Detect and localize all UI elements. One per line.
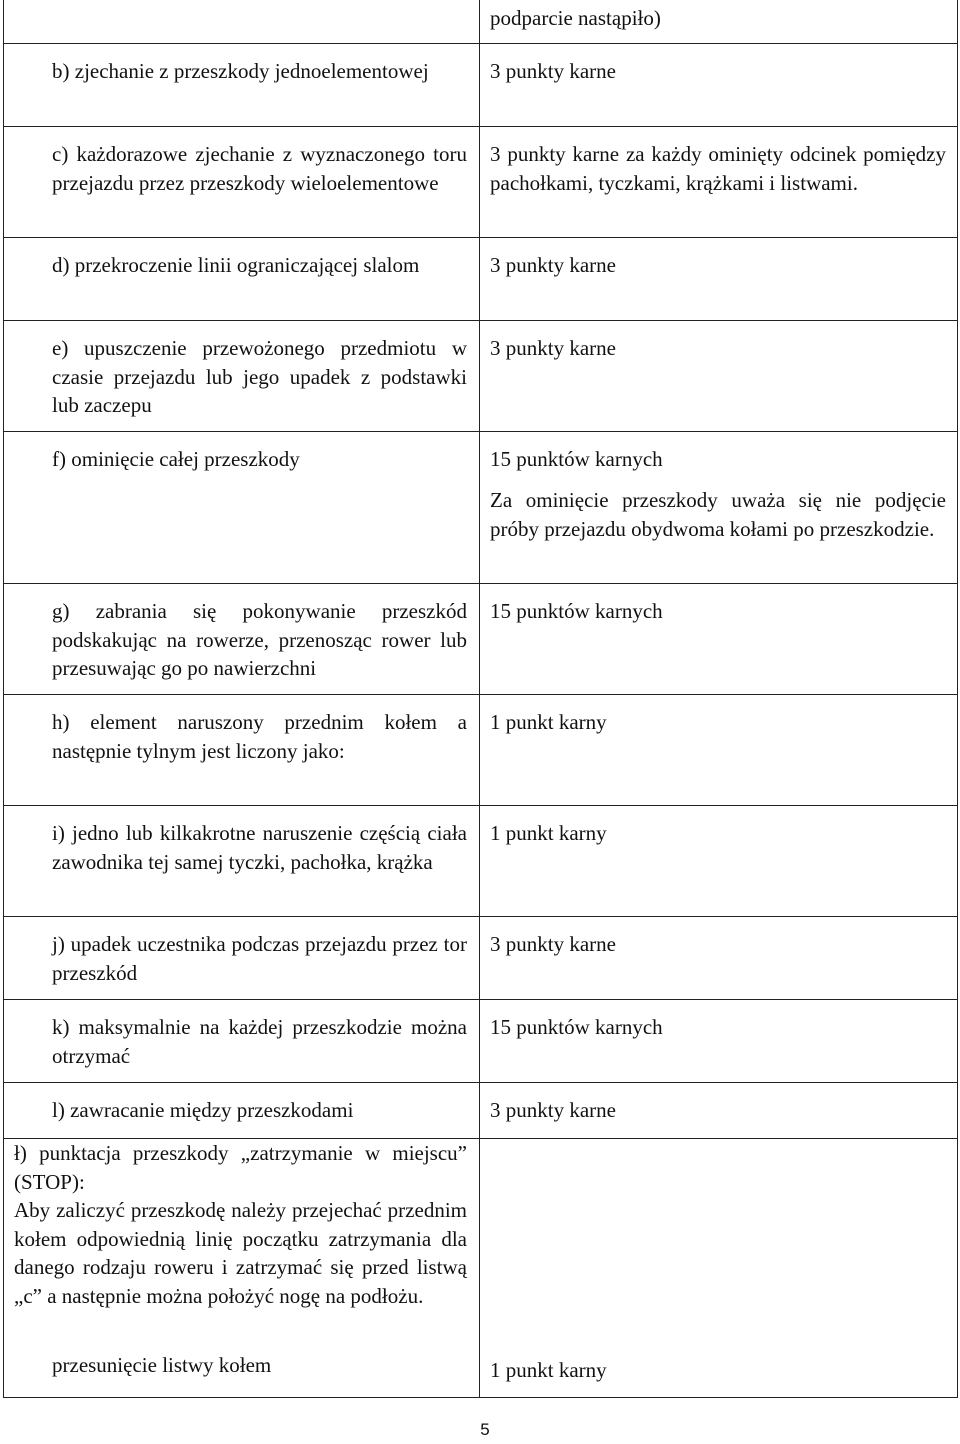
table-cell-left: i) jedno lub kilkakrotne naruszenie częścią ciała zawodnika tej samej tyczki, pachołka, krążka (52, 821, 467, 874)
row-divider (3, 999, 958, 1000)
row-divider (3, 320, 958, 321)
row-divider (3, 694, 958, 695)
table-cell-right: 3 punkty karne (490, 1098, 616, 1122)
table-cell-right: 1 punkt karny (490, 821, 607, 845)
table-cell-right: 3 punkty karne (490, 59, 616, 83)
row-divider (3, 805, 958, 806)
row-divider (3, 237, 958, 238)
table-cell-left: d) przekroczenie linii ograniczającej slalom (52, 253, 420, 277)
row-divider (3, 431, 958, 432)
table-border-left (3, 0, 4, 1398)
table-cell-right: 1 punkt karny (490, 1358, 607, 1382)
table-cell-right: podparcie nastąpiło) (490, 6, 661, 30)
table-column-divider (479, 0, 480, 1398)
table-cell-left: e) upuszczenie przewożonego przedmiotu w czasie przejazdu lub jego upadek z podstawki lub zaczepu (52, 336, 467, 417)
table-cell-right: 3 punkty karne (490, 253, 616, 277)
table-cell-left: ł) punktacja przeszkody „zatrzymanie w miejscu” (STOP): (14, 1141, 467, 1194)
table-cell-right: 3 punkty karne za każdy ominięty odcinek pomiędzy pachołkami, tyczkami, krążkami i listwami. (490, 142, 946, 195)
table-cell-right: 15 punktów karnych (490, 1015, 663, 1039)
row-divider (3, 43, 958, 44)
row-divider (3, 583, 958, 584)
table-cell-left: c) każdorazowe zjechanie z wyznaczonego toru przejazdu przez przeszkody wieloelementowe (52, 142, 467, 195)
row-divider (3, 1082, 958, 1083)
page-number: 5 (480, 1420, 490, 1439)
table-cell-left-extra: Aby zaliczyć przeszkodę należy przejechać przednim kołem odpowiednią linię początku zatrzymania dla danego rodzaju roweru i zatrzymać się przed listwą „c” a następnie można położyć nogę na podłożu. (14, 1198, 467, 1308)
table-cell-left-sub: przesunięcie listwy kołem (52, 1353, 272, 1377)
table-cell-left: b) zjechanie z przeszkody jednoelementowej (52, 59, 429, 83)
table-cell-right: 15 punktów karnych (490, 447, 663, 471)
table-cell-left: g) zabrania się pokonywanie przeszkód podskakując na rowerze, przenosząc rower lub przesuwając go po nawierzchni (52, 599, 467, 680)
table-cell-left: k) maksymalnie na każdej przeszkodzie można otrzymać (52, 1015, 467, 1068)
table-cell-right: 15 punktów karnych (490, 599, 663, 623)
table-cell-right-note: Za ominięcie przeszkody uważa się nie podjęcie próby przejazdu obydwoma kołami po przeszkodzie. (490, 488, 946, 541)
table-border-right (957, 0, 958, 1398)
table-cell-right: 1 punkt karny (490, 710, 607, 734)
row-divider (3, 916, 958, 917)
row-divider (3, 126, 958, 127)
table-cell-right: 3 punkty karne (490, 336, 616, 360)
table-cell-right: 3 punkty karne (490, 932, 616, 956)
table-cell-left: l) zawracanie między przeszkodami (52, 1098, 354, 1122)
table-cell-left: j) upadek uczestnika podczas przejazdu przez tor przeszkód (52, 932, 467, 985)
table-cell-left: h) element naruszony przednim kołem a następnie tylnym jest liczony jako: (52, 710, 467, 763)
table-border-bottom (3, 1397, 958, 1398)
table-cell-left: f) ominięcie całej przeszkody (52, 447, 300, 471)
